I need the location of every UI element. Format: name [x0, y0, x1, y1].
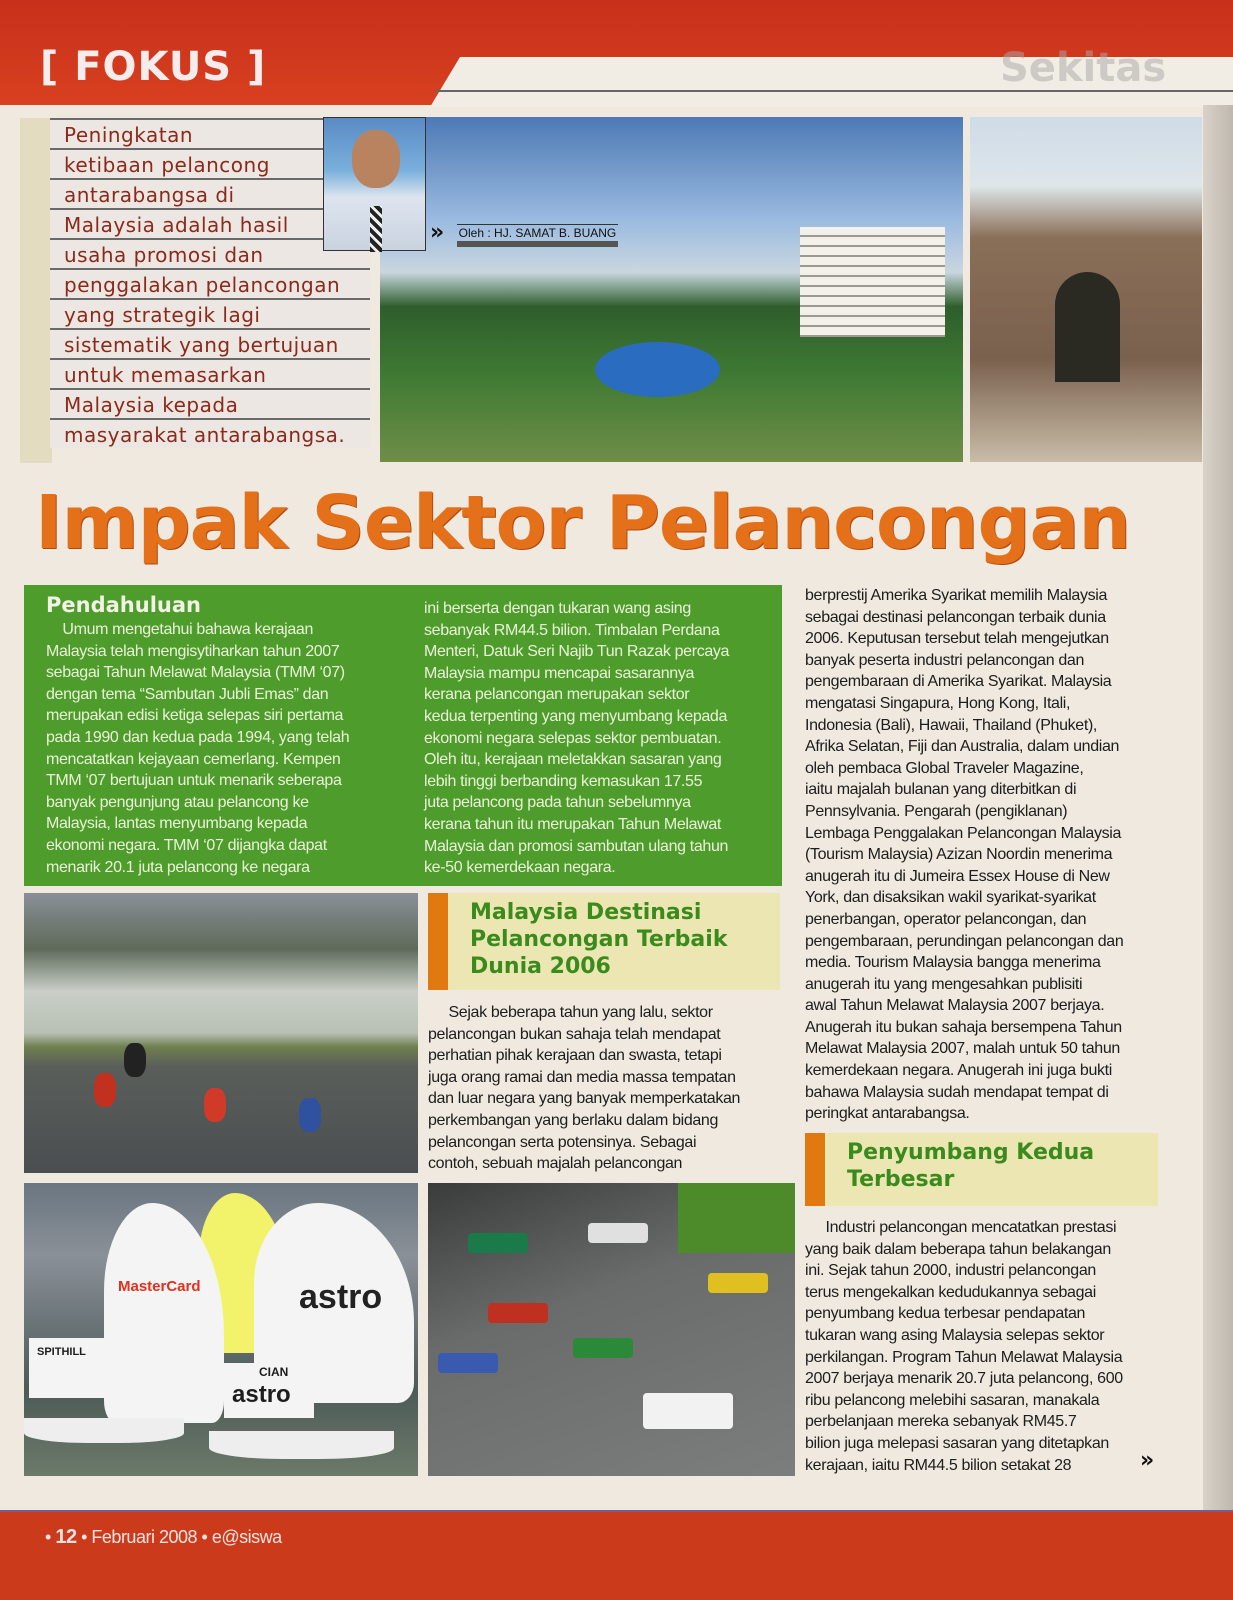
text-line: merupakan edisi ketiga selepas siri pertama: [46, 707, 344, 725]
fort-photo: [970, 117, 1202, 462]
text-line: York, dan disaksikan wakil syarikat-syarikat: [805, 889, 1096, 907]
text-line: lebih tinggi berbanding kemasukan 17.55: [424, 772, 703, 790]
text-line: bahawa Malaysia sudah mendapat tempat di: [805, 1083, 1109, 1101]
text-line: peringkat antarabangsa.: [805, 1105, 970, 1123]
text-line: pengembaraan di Amerika Syarikat. Malaysia: [805, 673, 1112, 691]
intro-col1: [46, 619, 349, 878]
author-photo: [323, 117, 426, 251]
race-car: [588, 1223, 648, 1243]
text-line: pada 1990 dan kedua pada 1994, yang telah: [46, 728, 350, 746]
intro-col2: [424, 598, 729, 879]
page-title: Impak Sektor Pelancongan: [35, 480, 1131, 566]
race-car: [438, 1353, 498, 1373]
text-line: Malaysia dan promosi sambutan ulang tahun: [424, 837, 729, 855]
text-line: ribu pelancong melebihi sasaran, manakala: [805, 1391, 1100, 1409]
text-line: dengan tema “Sambutan Jubli Emas” dan: [46, 685, 329, 703]
grass: [678, 1183, 795, 1253]
pull-quote: [50, 118, 370, 448]
section2-heading: [448, 893, 780, 980]
boat-hull: [24, 1418, 184, 1443]
formula-race-photo: [428, 1183, 795, 1476]
rider: [204, 1088, 226, 1122]
sail-logo: MasterCard: [118, 1278, 201, 1295]
text-line: bilion juga melepasi sasaran yang ditetapkan: [805, 1434, 1109, 1452]
section3-heading: [825, 1133, 1158, 1193]
sailing-photo: [24, 1183, 418, 1476]
text-line: (Tourism Malaysia) Azizan Noordin menerima: [805, 846, 1113, 864]
footer: [45, 1526, 282, 1549]
text-line: yang baik dalam beberapa tahun belakangan: [805, 1240, 1111, 1258]
sail-logo: astro: [299, 1278, 383, 1316]
boat-hull: [209, 1431, 394, 1459]
text-line: banyak pengunjung atau pelancong ke: [46, 793, 309, 811]
text-line: mencatatkan kejayaan cemerlang. Kempen: [46, 750, 341, 768]
text-line: anugerah itu yang mengesahkan publisiti: [805, 975, 1083, 993]
rider: [299, 1098, 321, 1132]
motorcycle-race-photo: [24, 893, 418, 1173]
byline: [430, 220, 618, 247]
text-line: Pelancongan Terbaik: [470, 927, 728, 952]
text-line: anugerah itu di Jumeira Essex House di New: [805, 867, 1110, 885]
text-line: dan luar negara yang banyak memperkatakan: [428, 1090, 741, 1108]
text-line: sebagai destinasi pelancongan terbaik dunia: [805, 608, 1106, 626]
text-line: kemerdekaan negara. Anugerah ini juga bukti: [805, 1062, 1112, 1080]
text-line: Lembaga Penggalakan Pelancongan Malaysia: [805, 824, 1122, 842]
race-car: [573, 1338, 633, 1358]
text-line: Malaysia adalah hasil: [50, 208, 370, 238]
text-line: sebagai Tahun Melawat Malaysia (TMM ‘07): [46, 664, 345, 682]
text-line: Terbesar: [847, 1167, 955, 1192]
text-line: Malaysia telah mengisytiharkan tahun 2007: [46, 642, 340, 660]
text-line: ketibaan pelancong: [50, 148, 370, 178]
text-line: masyarakat antarabangsa.: [50, 418, 370, 448]
text-line: untuk memasarkan: [50, 358, 370, 388]
race-car: [708, 1273, 768, 1293]
section3-body: [805, 1217, 1123, 1476]
text-line: banyak peserta industri pelancongan dan: [805, 651, 1085, 669]
text-line: 2006. Keputusan tersebut telah mengejutkan: [805, 630, 1109, 648]
byline-text: Oleh : HJ. SAMAT B. BUANG: [457, 224, 619, 247]
author-tie: [370, 206, 382, 252]
section3-heading-box: [805, 1133, 1158, 1206]
text-line: Malaysia Destinasi: [470, 900, 702, 925]
sail-logo: SPITHILL: [37, 1346, 86, 1358]
text-line: penerbangan, operator pelancongan, dan: [805, 910, 1087, 928]
text-line: pelancongan serta potensinya. Sebagai: [428, 1133, 697, 1151]
section-label: [ FOKUS ]: [40, 44, 267, 90]
bullet: •: [201, 1527, 208, 1547]
text-line: Penyumbang Kedua: [847, 1140, 1095, 1165]
text-line: perhatian pihak kerajaan dan swasta, tetapi: [428, 1047, 722, 1065]
race-car: [643, 1393, 733, 1429]
ghost-heading: Sekitas: [1000, 45, 1167, 91]
magazine-name: e@siswa: [211, 1527, 282, 1547]
text-line: kerana tahun itu merupakan Tahun Melawat: [424, 815, 722, 833]
section2-heading-box: [428, 893, 780, 990]
text-line: penggalakan pelancongan: [50, 268, 370, 298]
text-line: iaitu majalah bulanan yang diterbitkan di: [805, 781, 1077, 799]
text-line: antarabangsa di: [50, 178, 370, 208]
text-line: Melawat Malaysia 2007, malah untuk 50 tahun: [805, 1040, 1120, 1058]
text-line: TMM ‘07 bertujuan untuk menarik seberapa: [46, 772, 342, 790]
sail: [224, 1363, 314, 1418]
text-line: Anugerah itu bukan sahaja bersempena Tahun: [805, 1018, 1122, 1036]
text-line: penyumbang kedua terbesar pendapatan: [805, 1305, 1086, 1323]
text-line: awal Tahun Melawat Malaysia 2007 berjaya.: [805, 997, 1105, 1015]
text-line: Peningkatan: [50, 118, 370, 148]
text-line: Pennsylvania. Pengarah (pengiklanan): [805, 802, 1068, 820]
text-line: Malaysia, lantas menyumbang kepada: [46, 815, 308, 833]
page-edge: [1203, 105, 1233, 1510]
text-line: ke-50 kemerdekaan negara.: [424, 859, 616, 877]
text-line: contoh, sebuah majalah pelancongan: [428, 1155, 683, 1173]
text-line: Industri pelancongan mencatatkan prestasi: [805, 1219, 1117, 1236]
text-line: sebanyak RM44.5 bilion. Timbalan Perdana: [424, 621, 720, 639]
race-car: [468, 1233, 528, 1253]
sail-logo: astro: [232, 1381, 291, 1408]
fort-arch: [1055, 272, 1120, 382]
sail: [29, 1338, 109, 1398]
text-line: yang strategik lagi: [50, 298, 370, 328]
text-line: 2007 berjaya menarik 20.7 juta pelancong, 600: [805, 1370, 1123, 1388]
text-line: Malaysia kepada: [50, 388, 370, 418]
text-line: kerana pelancongan merupakan sektor: [424, 686, 690, 704]
intro-heading: Pendahuluan: [46, 593, 201, 617]
text-line: ekonomi negara selepas sektor pembuatan.: [424, 729, 722, 747]
text-line: Malaysia mampu mencapai sasarannya: [424, 664, 695, 682]
text-line: Afrika Selatan, Fiji dan Australia, dalam undian: [805, 738, 1120, 756]
text-line: kerajaan, iaitu RM44.5 bilion setakat 28: [805, 1456, 1072, 1474]
rider: [124, 1043, 146, 1077]
text-line: Umum mengetahui bahawa kerajaan: [46, 621, 314, 638]
text-line: terus mengekalkan kedudukannya sebagai: [805, 1283, 1096, 1301]
text-line: Oleh itu, kerajaan meletakkan sasaran yang: [424, 751, 722, 769]
text-line: juga orang ramai dan media massa tempatan: [428, 1068, 736, 1086]
text-line: tukaran wang asing Malaysia selepas sektor: [805, 1326, 1105, 1344]
text-line: Dunia 2006: [470, 954, 611, 979]
text-line: berprestij Amerika Syarikat memilih Malaysia: [805, 587, 1108, 604]
text-line: oleh pembaca Global Traveler Magazine,: [805, 759, 1084, 777]
text-line: ini berserta dengan tukaran wang asing: [424, 600, 691, 617]
intro-box: [24, 585, 782, 886]
sail-logo: CIAN: [259, 1365, 289, 1379]
pool: [595, 342, 720, 397]
bullet: •: [81, 1527, 87, 1547]
text-line: pelancongan bukan sahaja telah mendapat: [428, 1025, 721, 1043]
hotel-photo: [380, 117, 963, 462]
issue-date: Februari 2008: [91, 1527, 197, 1547]
text-line: mengatasi Singapura, Hong Kong, Itali,: [805, 694, 1071, 712]
text-line: ini. Sejak tahun 2000, industri pelancongan: [805, 1262, 1096, 1280]
bullet: •: [45, 1527, 51, 1547]
author-face: [352, 130, 400, 188]
text-line: Menteri, Datuk Seri Najib Tun Razak percaya: [424, 643, 730, 661]
quote-strip: [20, 118, 52, 463]
text-line: usaha promosi dan: [50, 238, 370, 268]
text-line: Sejak beberapa tahun yang lalu, sektor: [428, 1004, 713, 1021]
text-line: kedua terpenting yang menyumbang kepada: [424, 707, 728, 725]
text-line: pengembaraan, perundingan pelancongan dan: [805, 932, 1124, 950]
text-line: perkilangan. Program Tahun Melawat Malaysia: [805, 1348, 1123, 1366]
rider: [94, 1073, 116, 1107]
section2-body: [428, 1002, 740, 1175]
text-line: perkembangan yang berlaku dalam bidang: [428, 1111, 719, 1129]
page-number: 12: [55, 1526, 77, 1548]
chevron-icon: »: [430, 220, 445, 245]
text-line: perbelanjaan mereka sebanyak RM45.7: [805, 1413, 1077, 1431]
text-line: media. Tourism Malaysia bangga menerima: [805, 954, 1101, 972]
text-line: Indonesia (Bali), Hawaii, Thailand (Phuket),: [805, 716, 1098, 734]
hotel-building: [800, 227, 945, 337]
text-line: ekonomi negara. TMM ‘07 dijangka dapat: [46, 836, 327, 854]
text-line: sistematik yang bertujuan: [50, 328, 370, 358]
text-line: juta pelancong pada tahun sebelumnya: [424, 794, 691, 812]
continue-icon: »: [1140, 1448, 1155, 1473]
race-car: [488, 1303, 548, 1323]
text-line: menarik 20.1 juta pelancong ke negara: [46, 858, 310, 876]
section2-continued: [805, 585, 1123, 1125]
footer-band: [0, 1510, 1233, 1600]
